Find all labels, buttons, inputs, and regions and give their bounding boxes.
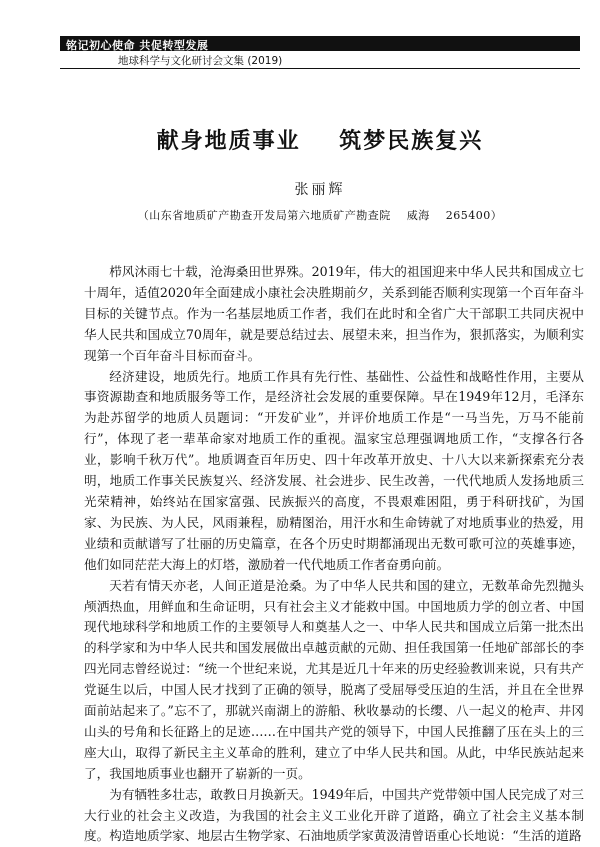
article-author: 张丽辉 [294, 182, 346, 198]
body-paragraph: 为有牺牲多壮志，敢教日月换新天。1949年后，中国共产党带领中国人民完成了对三大行业的社会主义改造，为我国的社会主义工业化开辟了道路，确立了社会主义基本制度。构造地质学家、地层古生物学家、石油地质学家黄汲清曾语重心长地说：“生活的道路 [84, 786, 584, 844]
proceedings-title: 地球科学与文化研讨会文集 (2019) [118, 55, 283, 67]
body-paragraph: 经济建设，地质先行。地质工作具有先行性、基础性、公益性和战略性作用，主要从事资源勘查和地质服务等工作，是经济社会发展的重要保障。早在1949年12月，毛泽东为赴苏留学的地质人员题词：“开发矿业”，并评价地质工作是“一马当先，万马不能前行”，体现了老一辈革命家对地质工作的重视。温家宝总理强调地质工作，“支撑各行各业，影响千秋万代”。地质调查百年历史、四十年改革开放史、十八大以来新探索充分表明，地质工作事关民族复兴、经济发展、社会进步、民生改善，一代代地质人发扬地质三光荣精神，始终站在国家富强、民族振兴的高度，不畏艰难困阻，勇于科研找矿，为国家、为民族、为人民，风雨兼程，励精图治，用汗水和生命铸就了对地质事业的热爱，用业绩和贡献谱写了壮丽的历史篇章，在各个历史时期都涌现出无数可歌可泣的英雄事迹，他们如同茫茫大海上的灯塔，激励着一代代地质工作者奋勇向前。 [84, 368, 584, 572]
article-body [84, 262, 584, 847]
series-title: 铭记初心使命 共促转型发展 [66, 39, 209, 52]
body-paragraph: 栉风沐雨七十载，沧海桑田世界殊。2019年，伟大的祖国迎来中华人民共和国成立七十周年，适值2020年全面建成小康社会决胜期前夕，关系到能否顺利实现第一个百年奋斗目标的关键节点。作为一名基层地质工作者，我们在此时和全省广大干部职工共同庆祝中华人民共和国成立70周年，就是要总结过去、展望未来，担当作为，狠抓落实，为顺利实现第一个百年奋斗目标而奋斗。 [84, 264, 584, 363]
running-header [60, 36, 580, 51]
article-title: 献身地质事业 筑梦民族复兴 [156, 129, 484, 154]
body-paragraph: 天若有情天亦老，人间正道是沧桑。为了中华人民共和国的建立，无数革命先烈抛头颅洒热血，用鲜血和生命证明，只有社会主义才能救中国。中国地质力学的创立者、中国现代地球科学和地质工作的主要领导人和奠基人之一、中华人民共和国成立后第一批杰出的科学家和为中华人民共和国发展做出卓越贡献的元勋、担任我国第一任地矿部部长的李四光同志曾经说过：“统一个世纪来说，尤其是近几十年来的历史经验教训来说，只有共产党诞生以后，中国人民才找到了正确的领导，脱离了受屈辱受压迫的生活，并且在全世界面前站起来了。”忘不了，那就兴南湖上的游船、秋收暴动的长缨、八一起义的枪声、井冈山头的号角和长征路上的足迹……在中国共产党的领导下，中国人民推翻了压在头上的三座大山，取得了新民主主义革命的胜利，建立了中华人民共和国。从此，中华民族站起来了，我国地质事业也翻开了崭新的一页。 [84, 577, 584, 781]
author-affiliation: （山东省地质矿产勘查开发局第六地质矿产勘查院 威海 265400） [137, 209, 503, 222]
running-subheader [60, 51, 580, 69]
